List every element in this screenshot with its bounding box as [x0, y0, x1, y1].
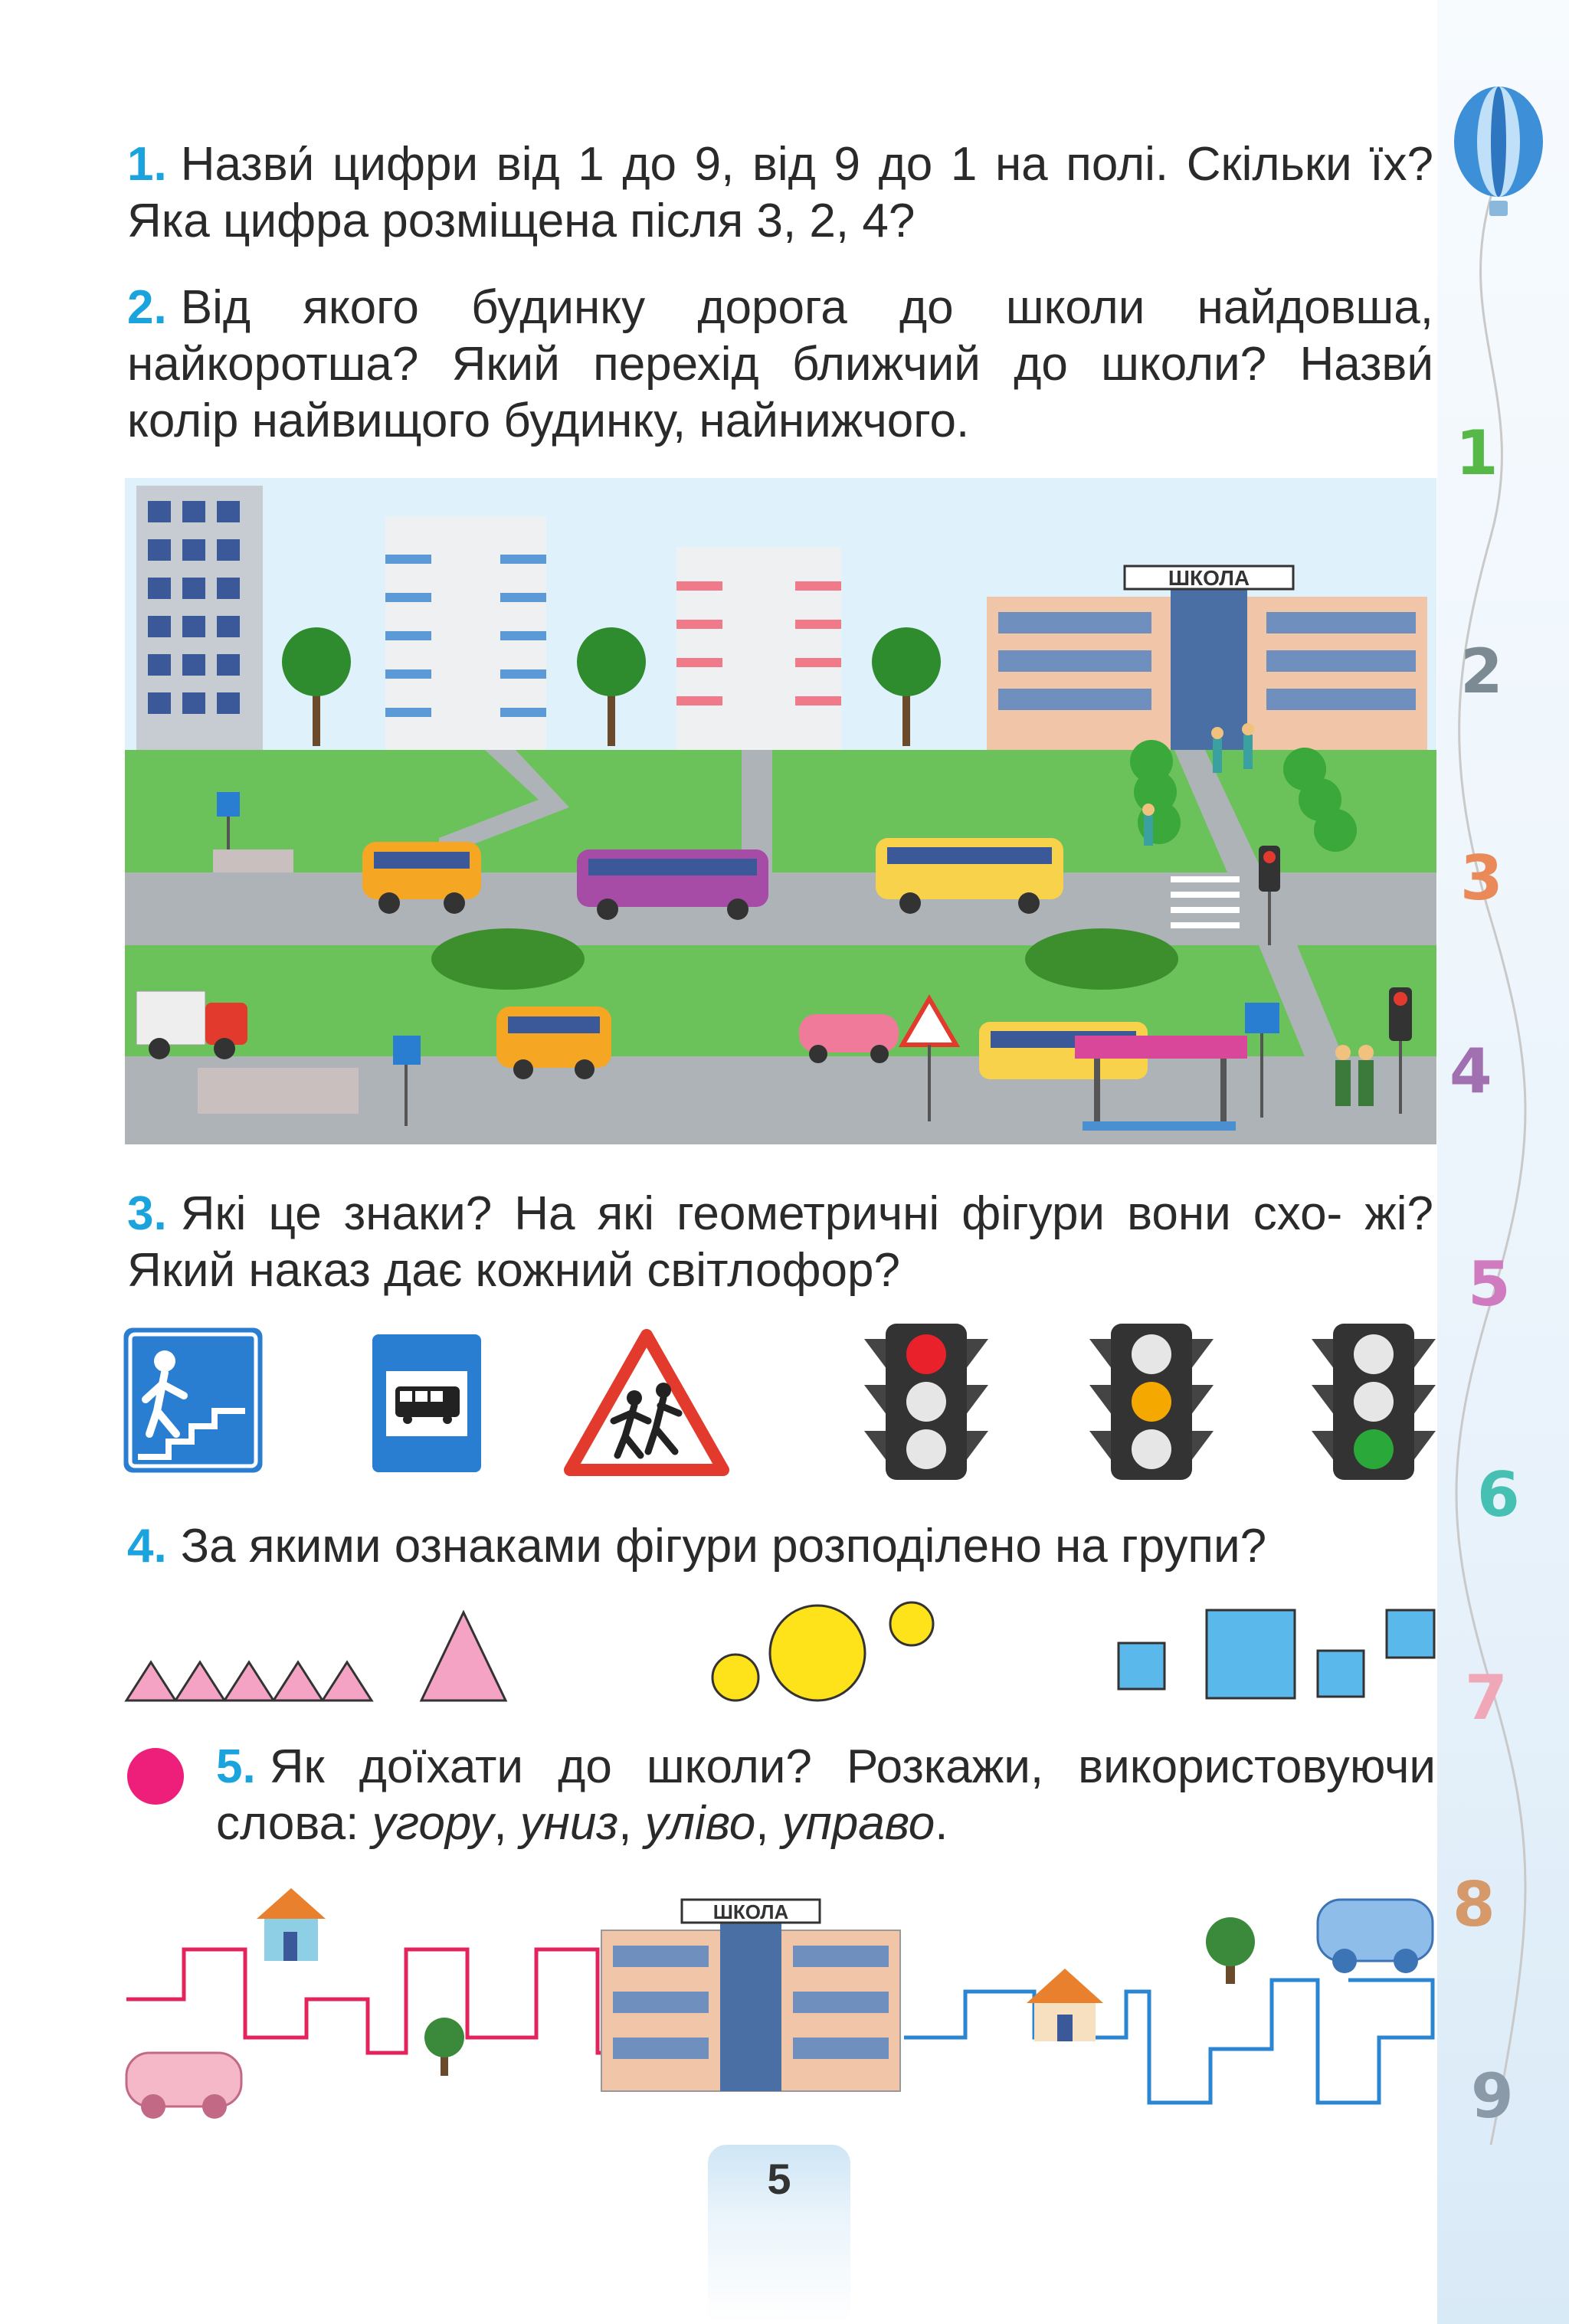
bus-stop-sign-icon: [371, 1333, 483, 1474]
question-2: [127, 280, 1433, 450]
large-triangle: [421, 1612, 506, 1700]
blue-route-path: [904, 1980, 1433, 2103]
side-number-6: 6: [1477, 1459, 1520, 1530]
traffic-light-yellow-icon: [1089, 1324, 1214, 1480]
question-text: За якими ознаками фігури розподілено на групи?: [180, 1520, 1267, 1573]
question-number: 1.: [127, 138, 167, 191]
school-sign-text: ШКОЛА: [712, 1900, 789, 1923]
side-number-5: 5: [1468, 1249, 1511, 1320]
pink-car-icon: [126, 2053, 241, 2119]
separator: ,: [618, 1797, 645, 1850]
side-number-9: 9: [1471, 2061, 1514, 2132]
school-sign-text: ШКОЛА: [1168, 566, 1250, 590]
word-down: униз: [519, 1797, 619, 1850]
pedestrian-underpass-sign-icon: [123, 1327, 264, 1474]
city-scene-illustration: [125, 478, 1436, 1144]
school-building-icon: [601, 1900, 900, 2091]
blue-balcony-building: [385, 516, 546, 750]
side-number-2: 2: [1460, 636, 1503, 707]
word-up: угору: [372, 1797, 494, 1850]
blue-car-icon: [1318, 1900, 1433, 1973]
question-number: 3.: [127, 1187, 167, 1240]
children-crossing-sign-icon: [564, 1329, 729, 1478]
bullet-icon: [127, 1748, 184, 1805]
tall-grey-building: [136, 486, 263, 750]
traffic-light-red-icon: [864, 1324, 988, 1480]
side-number-8: 8: [1453, 1869, 1495, 1940]
small-triangles-group: [126, 1662, 372, 1700]
question-4: [127, 1518, 1433, 1575]
house-icon: [257, 1888, 326, 1961]
separator: ,: [493, 1797, 520, 1850]
question-3: [127, 1186, 1433, 1299]
tree-icon: [424, 2018, 464, 2076]
question-text: Як доїхати до школи? Розкажи, використовуючи слова:: [216, 1740, 1436, 1850]
full-stop: .: [935, 1797, 948, 1850]
question-text: Від якого будинку дорога до школи найдовша, найкоротша? Який перехід ближчий до школи? Назви́ колір найвищого будинку, найнижчого.: [127, 281, 1433, 447]
question-1: [127, 136, 1433, 250]
question-text: Які це знаки? На які геометричні фігури вони схо- жі? Який наказ дає кожний світлофор?: [127, 1187, 1433, 1297]
pink-balcony-building: [676, 547, 841, 750]
question-number: 2.: [127, 281, 167, 334]
shape-groups: [123, 1601, 1440, 1716]
house-icon: [1027, 1969, 1103, 2041]
side-number-1: 1: [1456, 417, 1499, 489]
question-text: Назви́ цифри від 1 до 9, від 9 до 1 на полі. Скільки їх? Яка цифра розміщена після 3, 2, 4?: [127, 138, 1433, 247]
side-number-3: 3: [1460, 843, 1503, 914]
side-number-4: 4: [1449, 1036, 1492, 1107]
question-5: [216, 1739, 1436, 1852]
separator: ,: [755, 1797, 782, 1850]
balloon-icon: [1454, 87, 1543, 216]
circles-group: [712, 1602, 933, 1700]
traffic-light-green-icon: [1312, 1324, 1436, 1480]
squares-group: [1119, 1610, 1434, 1698]
word-left: уліво: [644, 1797, 756, 1850]
page-number: 5: [767, 2155, 791, 2203]
question-number: 4.: [127, 1520, 167, 1573]
route-maze: [123, 1884, 1440, 2129]
tree-icon: [1206, 1917, 1255, 1984]
question-number: 5.: [216, 1740, 256, 1793]
word-right: управо: [781, 1797, 935, 1850]
side-number-7: 7: [1465, 1662, 1508, 1733]
